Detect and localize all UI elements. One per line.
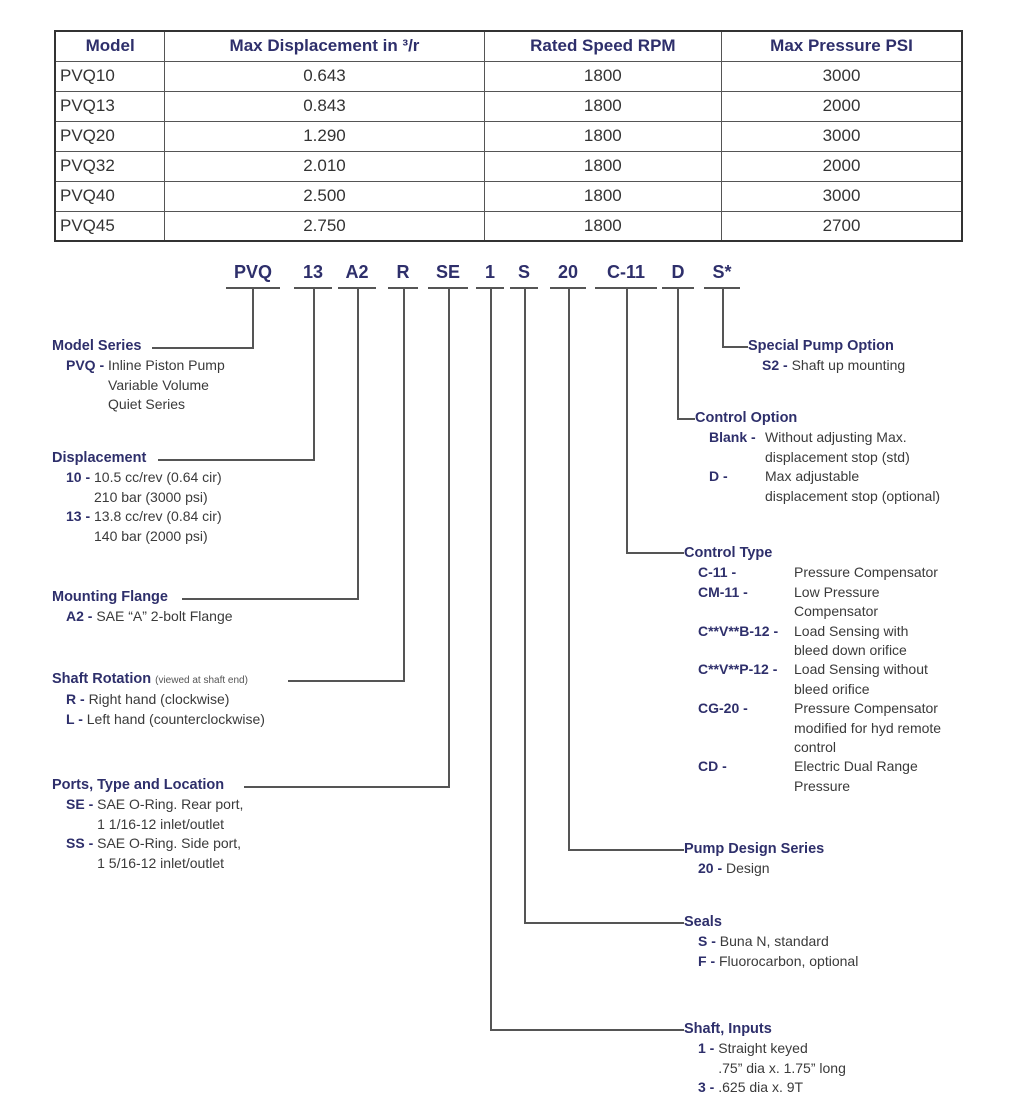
cell-rpm: 1800	[484, 151, 721, 181]
option-code: 13 -	[66, 508, 91, 525]
cell-pressure: 3000	[722, 61, 962, 91]
option-code: 20 -	[698, 860, 723, 877]
cell-model: PVQ32	[55, 151, 165, 181]
table-row	[55, 181, 962, 211]
option-desc: modified for hyd remote	[794, 719, 942, 736]
cell-displacement: 2.750	[165, 211, 484, 241]
option-code: 1 -	[698, 1040, 715, 1057]
option-code: C**V**P-12 -	[698, 661, 778, 678]
option-desc: Max adjustable	[765, 468, 860, 485]
option-code: L -	[66, 710, 83, 727]
option-code: 3 -	[698, 1079, 715, 1096]
option-desc: Quiet Series	[108, 396, 186, 413]
table-row	[55, 151, 962, 181]
cell-rpm: 1800	[484, 61, 721, 91]
table-header-row	[55, 31, 962, 61]
option-desc: bleed down orifice	[794, 642, 907, 659]
connector	[568, 849, 684, 851]
connector	[252, 288, 254, 348]
connector	[490, 288, 492, 1031]
connector	[677, 418, 695, 420]
connector	[626, 552, 684, 554]
cell-rpm: 1800	[484, 181, 721, 211]
cell-displacement: 1.290	[165, 121, 484, 151]
option-desc: displacement stop (std)	[765, 448, 910, 465]
code-segment-shaft: 1	[484, 262, 495, 282]
connector	[357, 288, 359, 600]
option-code: R -	[66, 691, 85, 708]
option-desc: bleed orifice	[794, 680, 870, 697]
group-title: Shaft, Inputs	[684, 1021, 772, 1037]
group-shaft-inputs	[684, 1020, 846, 1098]
group-title: Control Type	[684, 545, 773, 561]
option-desc: Left hand (counterclockwise)	[86, 710, 265, 727]
cell-model: PVQ13	[55, 91, 165, 121]
option-desc: Pressure	[794, 777, 851, 794]
group-subtitle: (viewed at shaft end)	[155, 675, 248, 686]
option-code: S2 -	[762, 357, 788, 374]
header-pressure: Max Pressure PSI	[722, 31, 962, 61]
cell-displacement: 2.500	[165, 181, 484, 211]
code-segment-seals: S	[517, 262, 530, 282]
code-segment-displacement: 13	[302, 262, 324, 282]
group-title: Special Pump Option	[748, 338, 894, 354]
code-segment-design: 20	[557, 262, 579, 282]
group-title: Model Series	[52, 338, 142, 354]
option-desc: Load Sensing with	[794, 622, 909, 639]
cell-pressure: 3000	[722, 121, 962, 151]
option-desc: control	[794, 739, 837, 756]
code-segment-special: S*	[712, 262, 732, 282]
option-desc: Pressure Compensator	[794, 564, 938, 581]
option-code: 10 -	[66, 469, 91, 486]
option-code: Blank -	[709, 429, 756, 446]
option-desc: .75” dia x. 1.75” long	[718, 1059, 846, 1076]
code-segment-control-option: D	[671, 262, 685, 282]
group-title: Control Option	[695, 410, 798, 426]
cell-displacement: 0.643	[165, 61, 484, 91]
option-desc: SAE “A” 2-bolt Flange	[96, 608, 233, 625]
cell-model: PVQ10	[55, 61, 165, 91]
option-desc: 10.5 cc/rev (0.64 cir)	[94, 469, 222, 486]
cell-pressure: 2000	[722, 91, 962, 121]
group-pump-design-series	[684, 840, 824, 879]
option-desc: Fluorocarbon, optional	[719, 952, 859, 969]
option-code: C**V**B-12 -	[698, 622, 779, 639]
option-desc: .625 dia x. 9T	[718, 1079, 804, 1096]
connector	[313, 288, 315, 460]
option-code: F -	[698, 952, 716, 969]
header-displacement: Max Displacement in ³/r	[165, 31, 484, 61]
cell-displacement: 0.843	[165, 91, 484, 121]
code-segment-flange: A2	[345, 262, 369, 282]
option-desc: 13.8 cc/rev (0.84 cir)	[94, 508, 222, 525]
connector	[524, 922, 684, 924]
code-segment-ports: SE	[435, 262, 460, 282]
cell-pressure: 2700	[722, 211, 962, 241]
connector	[448, 288, 450, 788]
option-desc: Pressure Compensator	[794, 700, 938, 717]
group-control-type	[684, 544, 941, 796]
option-code: CM-11 -	[698, 583, 748, 600]
option-desc: Buna N, standard	[719, 933, 829, 950]
cell-rpm: 1800	[484, 91, 721, 121]
cell-model: PVQ40	[55, 181, 165, 211]
option-desc: displacement stop (optional)	[765, 487, 941, 504]
option-desc: 1 5/16-12 inlet/outlet	[97, 854, 224, 871]
option-desc: Straight keyed	[718, 1040, 808, 1057]
table-row	[55, 121, 962, 151]
table-row	[55, 211, 962, 241]
option-desc: Right hand (clockwise)	[88, 691, 230, 708]
group-title: Shaft Rotation	[52, 671, 152, 687]
option-desc: Electric Dual Range	[794, 758, 918, 775]
connector	[403, 288, 405, 682]
option-desc: Without adjusting Max.	[765, 429, 907, 446]
group-mounting-flange	[52, 588, 233, 627]
connector	[490, 1029, 684, 1031]
group-displacement	[52, 449, 222, 546]
cell-model: PVQ20	[55, 121, 165, 151]
header-rpm: Rated Speed RPM	[484, 31, 721, 61]
option-code: A2 -	[66, 608, 93, 625]
option-desc: SAE O-Ring. Side port,	[97, 835, 242, 852]
option-desc: 140 bar (2000 psi)	[94, 527, 208, 544]
connector	[244, 786, 450, 788]
option-desc: 1 1/16-12 inlet/outlet	[97, 815, 224, 832]
table-row	[55, 61, 962, 91]
connector	[524, 288, 526, 924]
table-row	[55, 91, 962, 121]
option-desc: Low Pressure	[794, 583, 880, 600]
option-code: CD -	[698, 758, 727, 775]
option-code: SS -	[66, 835, 94, 852]
option-desc: Shaft up mounting	[791, 357, 906, 374]
group-title: Pump Design Series	[684, 841, 825, 857]
group-title: Seals	[684, 914, 722, 930]
cell-rpm: 1800	[484, 121, 721, 151]
group-shaft-rotation	[52, 670, 265, 729]
option-desc: Compensator	[794, 603, 879, 620]
header-model: Model	[55, 31, 165, 61]
connector	[288, 680, 405, 682]
option-desc: Inline Piston Pump	[108, 357, 225, 374]
option-code: D -	[709, 468, 728, 485]
option-desc: 210 bar (3000 psi)	[94, 488, 208, 505]
cell-model: PVQ45	[55, 211, 165, 241]
code-segment-pvq: PVQ	[233, 262, 272, 282]
group-model-series	[52, 337, 225, 415]
cell-displacement: 2.010	[165, 151, 484, 181]
group-control-option	[695, 409, 940, 506]
cell-pressure: 2000	[722, 151, 962, 181]
option-desc: SAE O-Ring. Rear port,	[97, 796, 244, 813]
group-title: Mounting Flange	[52, 589, 168, 605]
group-special-pump-option	[748, 337, 905, 376]
cell-pressure: 3000	[722, 181, 962, 211]
option-code: C-11 -	[698, 564, 737, 581]
option-desc: Variable Volume	[108, 376, 209, 393]
code-segment-rotation: R	[396, 262, 410, 282]
code-segment-control-type: C-11	[606, 262, 646, 282]
option-code: SE -	[66, 796, 94, 813]
connector	[626, 288, 628, 554]
cell-rpm: 1800	[484, 211, 721, 241]
group-ports	[52, 776, 243, 873]
connector	[677, 288, 679, 420]
option-code: CG-20 -	[698, 700, 748, 717]
connector	[568, 288, 570, 851]
pump-spec-table	[54, 30, 963, 242]
connector	[722, 346, 748, 348]
group-seals	[684, 913, 858, 971]
group-title: Ports, Type and Location	[52, 777, 225, 793]
connector	[722, 288, 724, 348]
group-title: Displacement	[52, 450, 147, 466]
option-code: S -	[698, 933, 716, 950]
option-desc: Design	[726, 860, 770, 877]
option-code: PVQ -	[66, 357, 105, 374]
option-desc: Load Sensing without	[794, 661, 928, 678]
